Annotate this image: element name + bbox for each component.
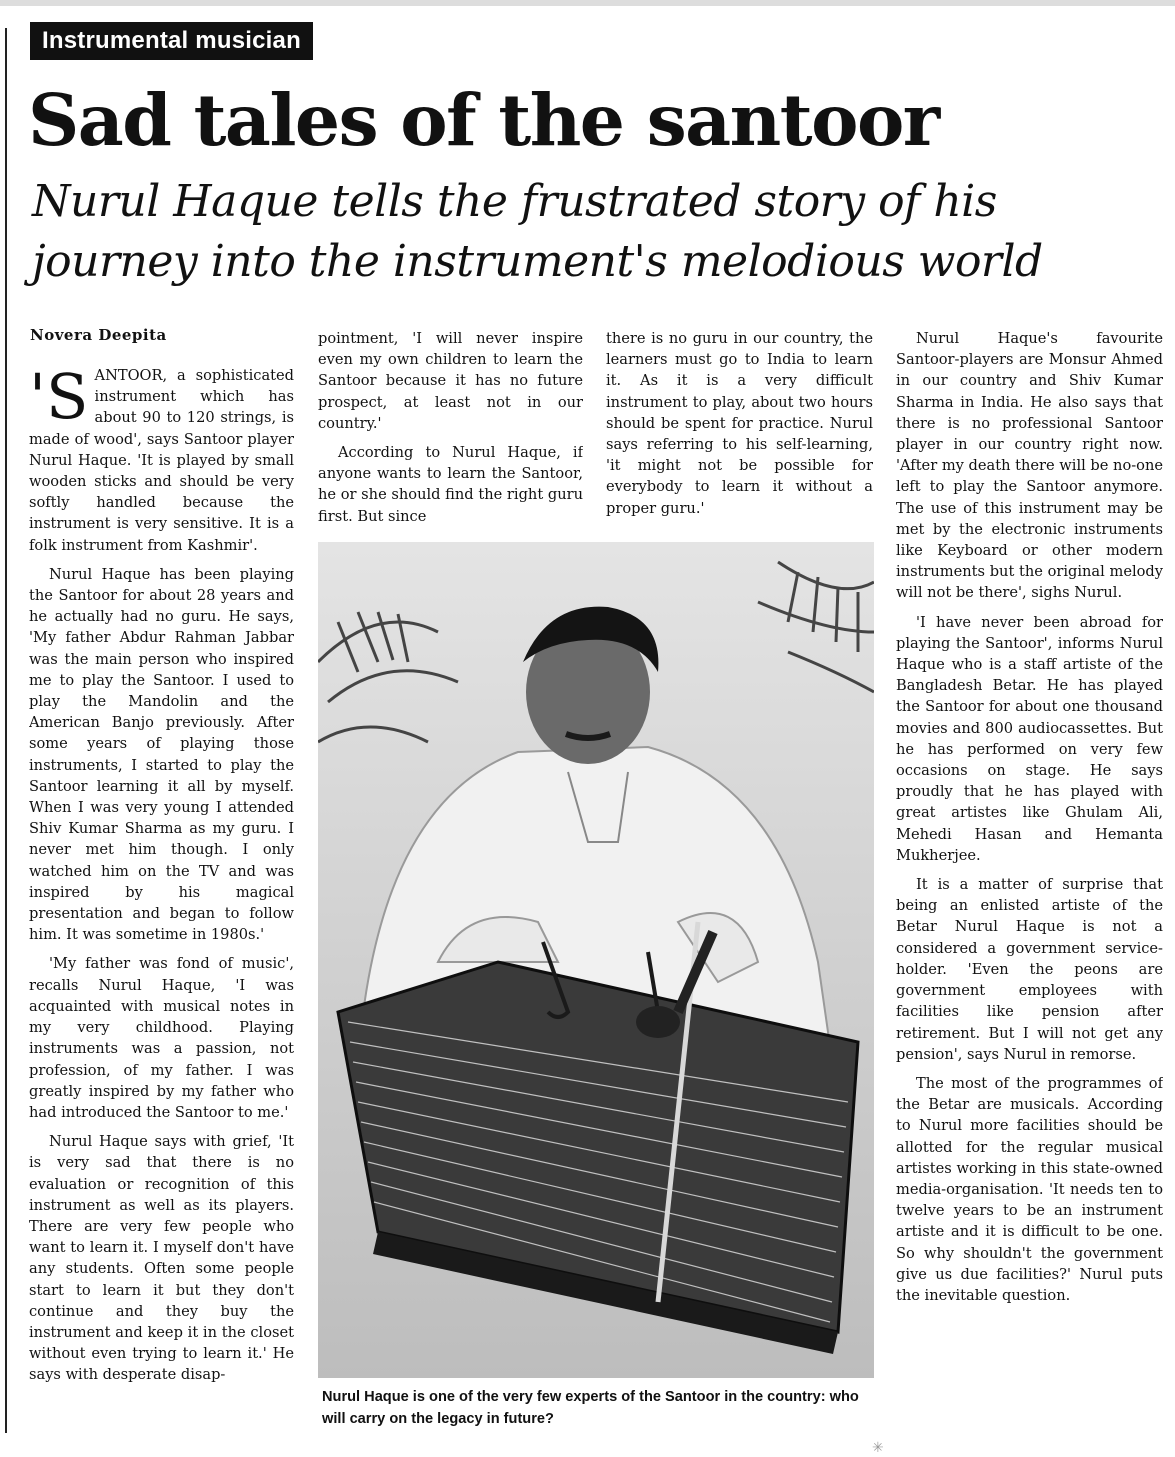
- santoor-player-photo: [318, 542, 874, 1378]
- section-kicker: Instrumental musician: [30, 22, 313, 60]
- photo-illustration: [318, 542, 874, 1378]
- article-paragraph-1: 'S ANTOOR, a sophisticated instrument which has about 90 to 120 strings, is made of wood', says Santoor player Nurul Haque. 'It is played by small wooden sticks and should be very softly handled because the instrument is very sensitive. It is a folk instrument from Kashmir'.: [29, 365, 294, 554]
- article-paragraph-10: It is a matter of surprise that being an enlisted artiste of the Betar Nurul Haque is not a considered a government service-holder. 'Even the peons are government employees with facilities like pension after retirement. But I will not get any pension', says Nurul in remorse.: [896, 876, 1163, 1063]
- article-paragraph-6: According to Nurul Haque, if anyone wants to learn the Santoor, he or she should find the right guru first. But since: [318, 444, 583, 525]
- article-paragraph-11: The most of the programmes of the Betar are musicals. According to Nurul more facilities should be allotted for the regular musical artistes working in this state-owned media-organisation. 'It needs ten to twelve years to be an instrument artiste and it is difficult to be one. So why shouldn't the government give us due facilities?' Nurul puts the inevitable question.: [896, 1074, 1163, 1304]
- article-column-1: [29, 365, 294, 1435]
- article-column-3: [606, 328, 873, 533]
- article-column-2: [318, 328, 583, 533]
- article-paragraph-2: Nurul Haque has been playing the Santoor for about 28 years and he actually had no guru. He says, 'My father Abdur Rahman Jabbar was the main person who inspired me to play the Santoor. I used to play the Mandolin and the American Banjo previously. After some years of playing those instruments, I started to play the Santoor learning it all by myself. When I was very young I attended Shiv Kumar Sharma as my guru. I never met him though. I only watched him on the TV and was inspired by his magical presentation and began to follow him. It was sometime in 1980s.': [29, 565, 294, 944]
- headline: Sad tales of the santoor: [28, 78, 939, 162]
- article-paragraph-7: there is no guru in our country, the learners must go to India to learn it. As it is a very difficult instrument to play, about two hours should be spent for practice. Nurul says referring to his self-learning, 'it might not be possible for everybody to learn it without a proper guru.': [606, 330, 873, 517]
- article-paragraph-8: Nurul Haque's favourite Santoor-players are Monsur Ahmed in our country and Shiv Kumar Sharma in India. He also says that there is no professional Santoor player in our country right now. 'After my death there will be no-one left to play the Santoor anymore. The use of this instrument may be met by the electronic instruments like Keyboard or other modern instruments but the original melody will not be there', sighs Nurul.: [896, 330, 1163, 602]
- article-paragraph-3: 'My father was fond of music', recalls Nurul Haque, 'I was acquainted with musical notes in my very childhood. Playing instruments was a passion, not profession, of my father. I was greatly inspired by my father who had introduced the Santoor to me.': [29, 955, 294, 1121]
- top-border: [0, 0, 1175, 6]
- photo-caption: Nurul Haque is one of the very few experts of the Santoor in the country: who will carry on the legacy in future?: [322, 1389, 859, 1427]
- left-column-rule: [5, 28, 7, 1433]
- article-paragraph-5: pointment, 'I will never inspire even my own children to learn the Santoor because it has no future prospect, at least not in our country.': [318, 330, 583, 432]
- article-column-4: [896, 328, 1163, 1433]
- microphone: [636, 1006, 680, 1038]
- byline: Novera Deepita: [30, 326, 167, 344]
- article-paragraph-9: 'I have never been abroad for playing the Santoor', informs Nurul Haque who is a staff artiste of the Bangladesh Betar. He has played the Santoor for about one thousand movies and 800 audiocassettes. But he has performed on very few occasions on stage. He says proudly that he has played with great artistes like Ghulam Ali, Mehedi Hasan and Hemanta Mukherjee.: [896, 613, 1163, 864]
- ornament-icon: ✳: [872, 1440, 884, 1456]
- deck-subheadline: Nurul Haque tells the frustrated story of his journey into the instrument's melodious world: [32, 176, 1043, 287]
- drop-cap: 'S: [29, 365, 89, 433]
- article-paragraph-4: Nurul Haque says with grief, 'It is very sad that there is no evaluation or recognition of this instrument as well as its players. There are very few people who want to learn it. I myself don't have any students. Often some people start to learn it but they don't continue and they buy the instrument and keep it in the closet without even trying to learn it.' He says with desperate disap-: [29, 1133, 294, 1384]
